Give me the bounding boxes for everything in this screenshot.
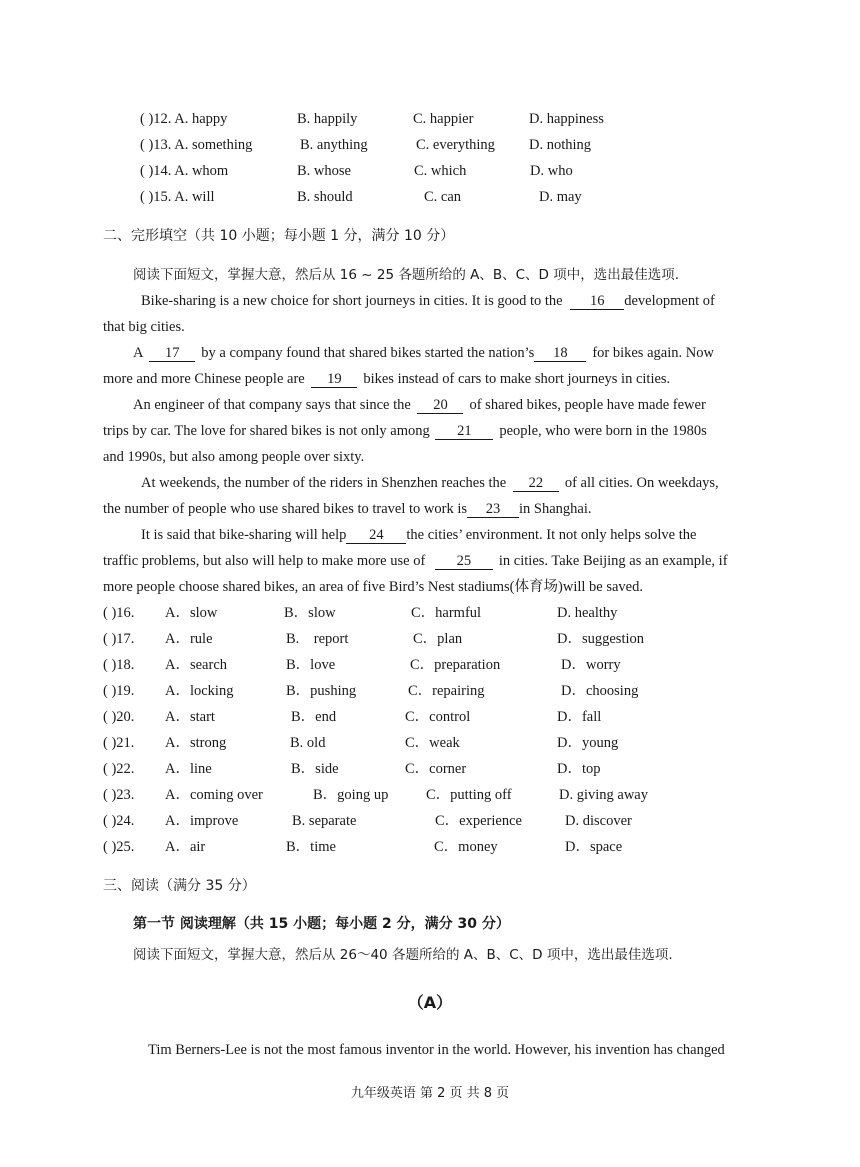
mc-12-option-b: B. happily bbox=[297, 111, 358, 127]
passage-text: the number of people who use shared bikes to travel to work is bbox=[103, 501, 468, 517]
mc-14-option-d: D. who bbox=[530, 163, 573, 179]
option-d: D．fall bbox=[557, 709, 602, 725]
mc-15-option-b: B. should bbox=[297, 189, 353, 205]
blank-18: 18 bbox=[534, 346, 586, 362]
option-num: ( )23. bbox=[103, 787, 135, 803]
option-b: B．side bbox=[291, 761, 339, 777]
passage-text: for bikes again. Now bbox=[592, 345, 714, 361]
passage-text: people, who were born in the 1980s bbox=[499, 423, 707, 439]
option-c: C．plan bbox=[413, 631, 463, 647]
option-num: ( )24. bbox=[103, 813, 135, 829]
passage-text: A bbox=[133, 345, 143, 361]
passage-text: the cities’ environment. It not only helps solve the bbox=[406, 527, 697, 543]
passage-text: traffic problems, but also will help to make more use of bbox=[103, 553, 426, 569]
passage-text: At weekends, the number of the riders in Shenzhen reaches the bbox=[141, 475, 507, 491]
option-d: D．young bbox=[557, 735, 619, 751]
blank-23: 23 bbox=[467, 502, 519, 518]
mc-15-option-d: D. may bbox=[539, 189, 582, 205]
option-d: D．choosing bbox=[561, 683, 639, 699]
section2-heading: 二、完形填空（共 10 小题；每小题 1 分，满分 10 分） bbox=[103, 228, 455, 244]
option-d: D．suggestion bbox=[557, 631, 644, 647]
option-b: B．going up bbox=[313, 787, 389, 803]
option-num: ( )17. bbox=[103, 631, 135, 647]
option-num: ( )16. bbox=[103, 605, 135, 621]
option-c: C．harmful bbox=[411, 605, 482, 621]
mc-12-option-c: C. happier bbox=[413, 111, 474, 127]
section2-instruction: 阅读下面短文，掌握大意，然后从 16 ~ 25 各题所给的 A、B、C、D 项中，选出最佳选项. bbox=[133, 267, 680, 283]
option-c: C．putting off bbox=[426, 787, 512, 803]
option-d: D．worry bbox=[561, 657, 621, 673]
page-footer: 九年级英语 第 2 页 共 8 页 bbox=[350, 1086, 510, 1101]
option-c: C．preparation bbox=[410, 657, 501, 673]
option-a: A．start bbox=[165, 709, 215, 725]
option-num: ( )25. bbox=[103, 839, 135, 855]
blank-25: 25 bbox=[435, 554, 493, 570]
mc-13-option-d: D. nothing bbox=[529, 137, 592, 153]
option-c: C．repairing bbox=[408, 683, 485, 699]
option-num: ( )22. bbox=[103, 761, 135, 777]
passage-text: trips by car. The love for shared bikes is not only among bbox=[103, 423, 430, 439]
option-c: C．experience bbox=[435, 813, 522, 829]
option-num: ( )18. bbox=[103, 657, 135, 673]
passage-text: development of bbox=[624, 293, 715, 309]
option-c: C．control bbox=[405, 709, 471, 725]
option-d: D. discover bbox=[565, 813, 632, 829]
mc-13-option-c: C. everything bbox=[416, 137, 495, 153]
passage-text: more people choose shared bikes, an area of five Bird’s Nest stadiums(体育场)will be saved. bbox=[103, 579, 643, 595]
option-a: A．rule bbox=[165, 631, 213, 647]
option-d: D．top bbox=[557, 761, 601, 777]
mc-13-option-b: B. anything bbox=[300, 137, 368, 153]
option-num: ( )21. bbox=[103, 735, 135, 751]
option-a: A．strong bbox=[165, 735, 227, 751]
passage-text: It is said that bike-sharing will help bbox=[141, 527, 347, 543]
passage-text: in Shanghai. bbox=[519, 501, 592, 517]
option-b: B．time bbox=[286, 839, 336, 855]
option-b: B. old bbox=[290, 735, 326, 751]
option-a: A．coming over bbox=[165, 787, 263, 803]
passage-text: of shared bikes, people have made fewer bbox=[469, 397, 706, 413]
section3-sub-heading: 第一节 阅读理解（共 15 小题；每小题 2 分，满分 30 分） bbox=[133, 916, 510, 932]
option-num: ( )20. bbox=[103, 709, 135, 725]
section3-heading: 三、阅读（满分 35 分） bbox=[103, 878, 256, 894]
option-a: A．line bbox=[165, 761, 212, 777]
passage-text: bikes instead of cars to make short journeys in cities. bbox=[363, 371, 671, 387]
option-a: A．slow bbox=[165, 605, 218, 621]
passage-text: An engineer of that company says that since the bbox=[133, 397, 411, 413]
blank-16: 16 bbox=[570, 294, 624, 310]
option-d: D. giving away bbox=[559, 787, 648, 803]
option-c: C．weak bbox=[405, 735, 460, 751]
section3-instruction: 阅读下面短文，掌握大意，然后从 26～40 各题所给的 A、B、C、D 项中，选出最佳选项. bbox=[133, 947, 673, 963]
mc-14-option-c: C. which bbox=[414, 163, 467, 179]
passage-text: by a company found that shared bikes started the nation’s bbox=[201, 345, 535, 361]
option-b: B．end bbox=[291, 709, 337, 725]
option-a: A．search bbox=[165, 657, 228, 673]
option-d: D．space bbox=[565, 839, 623, 855]
blank-20: 20 bbox=[417, 398, 463, 414]
option-b: B. report bbox=[286, 631, 349, 647]
option-d: D. healthy bbox=[557, 605, 618, 621]
option-num: ( )19. bbox=[103, 683, 135, 699]
option-b: B. separate bbox=[292, 813, 357, 829]
passage-text: that big cities. bbox=[103, 319, 185, 335]
option-a: A．air bbox=[165, 839, 206, 855]
passage-text: more and more Chinese people are bbox=[103, 371, 305, 387]
option-c: C．money bbox=[434, 839, 498, 855]
mc-12-option-d: D. happiness bbox=[529, 111, 604, 127]
option-b: B．slow bbox=[284, 605, 336, 621]
blank-21: 21 bbox=[435, 424, 493, 440]
mc-12-question: ( )12. A. happy bbox=[140, 111, 228, 127]
passage-a-first-line: Tim Berners-Lee is not the most famous inventor in the world. However, his invention has changed bbox=[148, 1042, 725, 1058]
blank-24: 24 bbox=[346, 528, 406, 544]
mc-15-question: ( )15. A. will bbox=[140, 189, 215, 205]
mc-14-question: ( )14. A. whom bbox=[140, 163, 229, 179]
passage-a-title: （A） bbox=[407, 993, 453, 1012]
blank-19: 19 bbox=[311, 372, 357, 388]
blank-17: 17 bbox=[149, 346, 195, 362]
option-c: C．corner bbox=[405, 761, 467, 777]
passage-text: in cities. Take Beijing as an example, if bbox=[498, 553, 728, 569]
mc-13-question: ( )13. A. something bbox=[140, 137, 253, 153]
blank-22: 22 bbox=[513, 476, 559, 492]
mc-15-option-c: C. can bbox=[424, 189, 462, 205]
option-a: A．improve bbox=[165, 813, 239, 829]
option-b: B．love bbox=[286, 657, 336, 673]
option-b: B．pushing bbox=[286, 683, 357, 699]
mc-14-option-b: B. whose bbox=[297, 163, 351, 179]
passage-text: and 1990s, but also among people over sixty. bbox=[103, 449, 365, 465]
passage-text: of all cities. On weekdays, bbox=[564, 475, 719, 491]
option-a: A．locking bbox=[165, 683, 234, 699]
passage-text: Bike-sharing is a new choice for short journeys in cities. It is good to the bbox=[141, 293, 563, 309]
